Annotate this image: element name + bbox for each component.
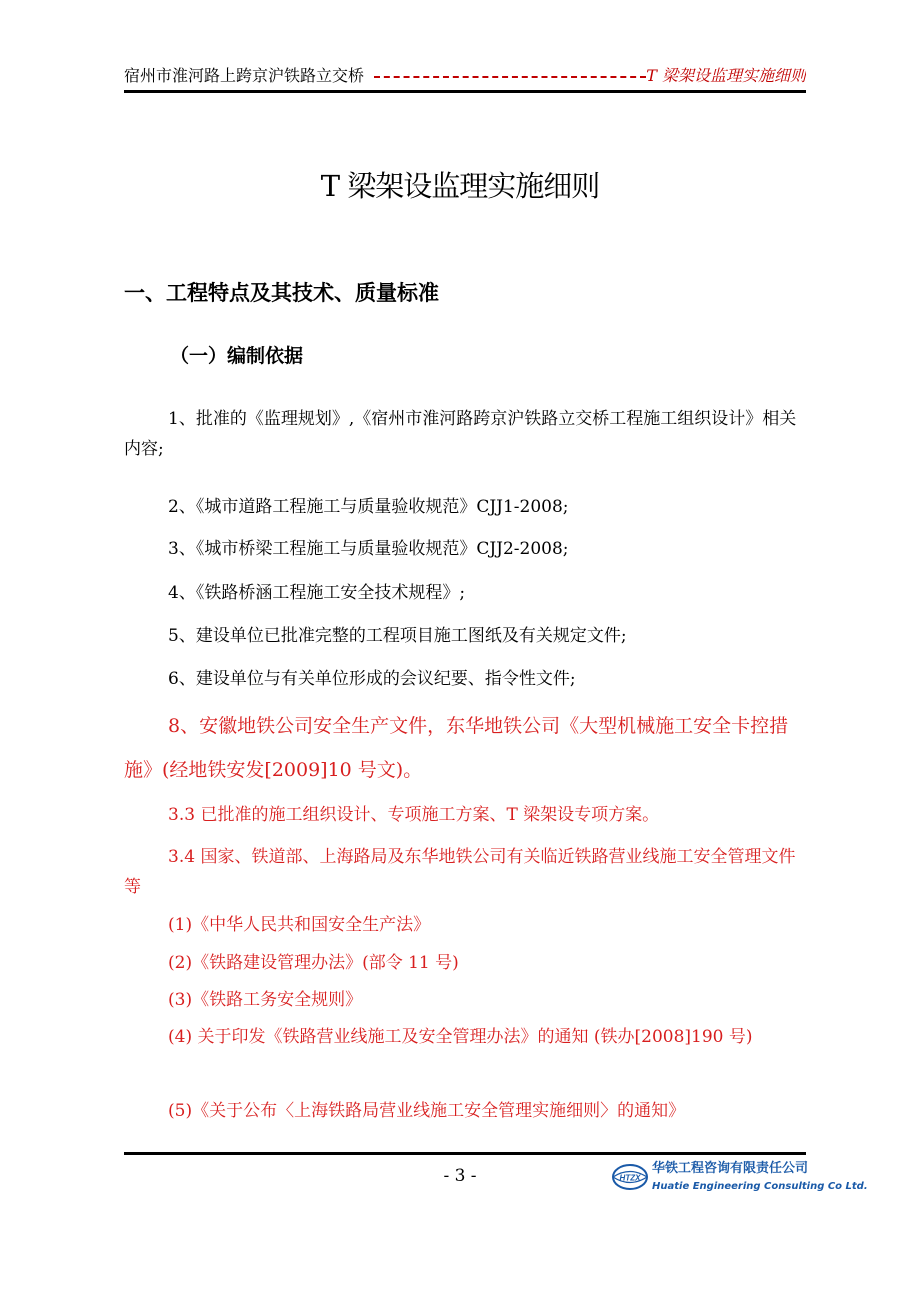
list-item: 8、安徽地铁公司安全生产文件，东华地铁公司《大型机械施工安全卡控措施》(经地铁安发[2009]10 号文)。 bbox=[124, 715, 789, 781]
list-item: 3、《城市桥梁工程施工与质量验收规范》CJJ2-2008; bbox=[168, 539, 569, 559]
company-name-cn: 华铁工程咨询有限责任公司 bbox=[652, 1161, 809, 1176]
footer-rule bbox=[124, 1152, 806, 1155]
list-item: 5、建设单位已批准完整的工程项目施工图纸及有关规定文件; bbox=[168, 626, 627, 646]
list-item: 4、《铁路桥涵工程施工安全技术规程》; bbox=[168, 583, 466, 603]
document-title: T 梁架设监理实施细则 bbox=[320, 169, 600, 203]
section-heading: 一、工程特点及其技术、质量标准 bbox=[124, 280, 439, 305]
header-dash-line bbox=[374, 76, 646, 78]
list-item: (5)《关于公布〈上海铁路局营业线施工安全管理实施细则〉的通知》 bbox=[168, 1101, 686, 1121]
list-item: (4) 关于印发《铁路营业线施工及安全管理办法》的通知 (铁办[2008]190 号) bbox=[168, 1027, 753, 1047]
list-item: (3)《铁路工务安全规则》 bbox=[168, 990, 363, 1010]
list-item: (2)《铁路建设管理办法》(部令 11 号) bbox=[168, 953, 459, 973]
header-project-name: 宿州市淮河路上跨京沪铁路立交桥 bbox=[124, 66, 365, 85]
list-item: 1、批准的《监理规划》,《宿州市淮河路跨京沪铁路立交桥工程施工组织设计》相关内容; bbox=[124, 409, 797, 459]
svg-text:HTZX: HTZX bbox=[619, 1173, 641, 1183]
header-rule bbox=[124, 90, 806, 93]
company-brand bbox=[610, 1160, 868, 1200]
subsection-heading: （一）编制依据 bbox=[170, 345, 304, 367]
list-item: 2、《城市道路工程施工与质量验收规范》CJJ1-2008; bbox=[168, 497, 569, 517]
company-logo-icon bbox=[610, 1162, 650, 1192]
header-doc-name: T 梁架设监理实施细则 bbox=[646, 66, 806, 85]
list-item: 3.3 已批准的施工组织设计、专项施工方案、T 梁架设专项方案。 bbox=[168, 805, 660, 825]
list-item: 6、建设单位与有关单位形成的会议纪要、指令性文件; bbox=[168, 669, 576, 689]
page-header bbox=[124, 64, 806, 88]
list-item: (1)《中华人民共和国安全生产法》 bbox=[168, 915, 431, 935]
page-number: - 3 - bbox=[443, 1166, 477, 1186]
list-item: 3.4 国家、铁道部、上海路局及东华地铁公司有关临近铁路营业线施工安全管理文件等 bbox=[124, 847, 796, 897]
company-name-en: Huatie Engineering Consulting Co Ltd. bbox=[652, 1181, 868, 1192]
